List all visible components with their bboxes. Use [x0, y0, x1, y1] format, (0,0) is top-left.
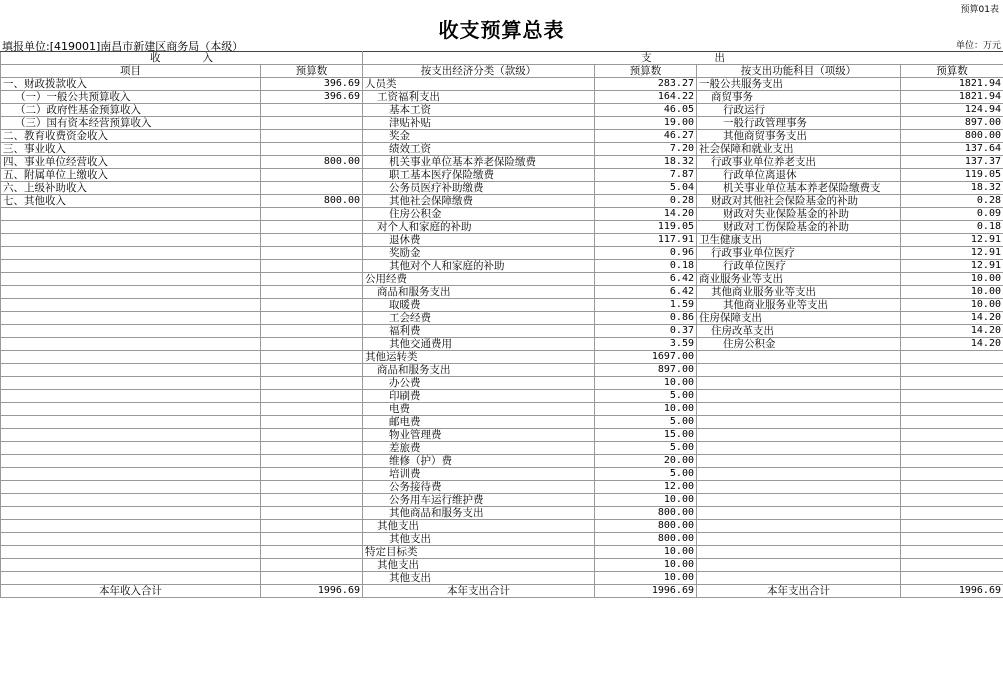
income-item	[1, 572, 261, 585]
econ-item: 津贴补贴	[363, 117, 595, 130]
func-amount: 897.00	[901, 117, 1003, 130]
econ-item: 其他交通费用	[363, 338, 595, 351]
table-row	[1, 299, 1003, 312]
func-item: 社会保障和就业支出	[697, 143, 901, 156]
econ-amount: 3.59	[595, 338, 697, 351]
income-amount	[261, 286, 363, 299]
func-item	[697, 364, 901, 377]
income-amount	[261, 494, 363, 507]
func-amount	[901, 494, 1003, 507]
income-amount	[261, 455, 363, 468]
income-amount	[261, 572, 363, 585]
econ-amount: 0.18	[595, 260, 697, 273]
econ-item: 绩效工资	[363, 143, 595, 156]
econ-amount: 283.27	[595, 78, 697, 91]
econ-amount: 10.00	[595, 572, 697, 585]
econ-item: 物业管理费	[363, 429, 595, 442]
func-amount	[901, 455, 1003, 468]
func-amount	[901, 364, 1003, 377]
func-amount: 0.09	[901, 208, 1003, 221]
econ-item: 其他支出	[363, 572, 595, 585]
func-total-amount: 1996.69	[901, 585, 1003, 598]
func-item: 住房改革支出	[697, 325, 901, 338]
income-amount	[261, 520, 363, 533]
income-amount	[261, 325, 363, 338]
func-item: 其他商业服务业等支出	[697, 286, 901, 299]
income-amount: 800.00	[261, 195, 363, 208]
econ-amount: 7.20	[595, 143, 697, 156]
income-amount	[261, 130, 363, 143]
func-amount	[901, 533, 1003, 546]
econ-amount: 1.59	[595, 299, 697, 312]
func-amount: 14.20	[901, 325, 1003, 338]
func-amount	[901, 507, 1003, 520]
income-amount	[261, 468, 363, 481]
func-item	[697, 546, 901, 559]
income-amount: 800.00	[261, 156, 363, 169]
filler-unit: 填报单位:[419001]南昌市新建区商务局（本级）	[2, 40, 244, 53]
func-item	[697, 520, 901, 533]
econ-amount: 164.22	[595, 91, 697, 104]
func-item	[697, 559, 901, 572]
table-row	[1, 416, 1003, 429]
func-amount: 1821.94	[901, 78, 1003, 91]
func-item: 行政单位医疗	[697, 260, 901, 273]
func-item: 财政对其他社会保险基金的补助	[697, 195, 901, 208]
income-item	[1, 507, 261, 520]
econ-amount: 6.42	[595, 273, 697, 286]
table-row	[1, 130, 1003, 143]
func-amount	[901, 520, 1003, 533]
income-item: 七、其他收入	[1, 195, 261, 208]
income-item: 一、财政拨款收入	[1, 78, 261, 91]
econ-item: 福利费	[363, 325, 595, 338]
income-item	[1, 390, 261, 403]
func-item	[697, 429, 901, 442]
econ-amount: 0.86	[595, 312, 697, 325]
func-item: 住房公积金	[697, 338, 901, 351]
econ-amount: 15.00	[595, 429, 697, 442]
table-row	[1, 221, 1003, 234]
econ-amount: 14.20	[595, 208, 697, 221]
econ-amount: 10.00	[595, 494, 697, 507]
item-header: 项目	[1, 65, 261, 78]
econ-amount: 800.00	[595, 533, 697, 546]
income-item	[1, 221, 261, 234]
func-item: 卫生健康支出	[697, 234, 901, 247]
econ-amount: 10.00	[595, 377, 697, 390]
table-row	[1, 273, 1003, 286]
func-item: 其他商贸事务支出	[697, 130, 901, 143]
income-item	[1, 247, 261, 260]
econ-item: 基本工资	[363, 104, 595, 117]
func-item	[697, 403, 901, 416]
income-item	[1, 468, 261, 481]
func-amount: 800.00	[901, 130, 1003, 143]
income-item	[1, 546, 261, 559]
func-item: 财政对失业保险基金的补助	[697, 208, 901, 221]
table-row	[1, 377, 1003, 390]
table-row	[1, 351, 1003, 364]
func-amount	[901, 416, 1003, 429]
income-amount	[261, 338, 363, 351]
income-total-amount: 1996.69	[261, 585, 363, 598]
income-item	[1, 364, 261, 377]
econ-item: 特定目标类	[363, 546, 595, 559]
income-amount	[261, 234, 363, 247]
econ-amount: 5.00	[595, 416, 697, 429]
func-amount: 12.91	[901, 234, 1003, 247]
func-item: 行政事业单位养老支出	[697, 156, 901, 169]
econ-item: 人员类	[363, 78, 595, 91]
econ-item: 奖励金	[363, 247, 595, 260]
func-amount: 14.20	[901, 338, 1003, 351]
income-total-label: 本年收入合计	[1, 585, 261, 598]
func-amount	[901, 377, 1003, 390]
econ-item: 维修（护）费	[363, 455, 595, 468]
func-amount	[901, 403, 1003, 416]
income-amount	[261, 221, 363, 234]
econ-amount: 46.05	[595, 104, 697, 117]
func-amount	[901, 481, 1003, 494]
table-row	[1, 507, 1003, 520]
table-row	[1, 325, 1003, 338]
func-amount	[901, 442, 1003, 455]
econ-item: 取暖费	[363, 299, 595, 312]
func-amount	[901, 572, 1003, 585]
income-item	[1, 208, 261, 221]
income-item	[1, 260, 261, 273]
econ-amount: 800.00	[595, 520, 697, 533]
func-item	[697, 468, 901, 481]
econ-item: 其他社会保障缴费	[363, 195, 595, 208]
income-amount	[261, 273, 363, 286]
income-item	[1, 455, 261, 468]
table-row	[1, 312, 1003, 325]
income-amount	[261, 299, 363, 312]
table-row	[1, 78, 1003, 91]
econ-item: 培训费	[363, 468, 595, 481]
income-item	[1, 416, 261, 429]
func-amount: 10.00	[901, 273, 1003, 286]
func-amount: 10.00	[901, 286, 1003, 299]
econ-item: 商品和服务支出	[363, 286, 595, 299]
func-amount	[901, 390, 1003, 403]
table-row	[1, 143, 1003, 156]
income-amount	[261, 247, 363, 260]
func-item: 机关事业单位基本养老保险缴费支	[697, 182, 901, 195]
econ-item: 其他支出	[363, 533, 595, 546]
income-amount: 396.69	[261, 91, 363, 104]
income-amount	[261, 169, 363, 182]
econ-item: 其他运转类	[363, 351, 595, 364]
table-row	[1, 169, 1003, 182]
income-amount	[261, 143, 363, 156]
income-amount	[261, 390, 363, 403]
income-item	[1, 559, 261, 572]
table-row	[1, 260, 1003, 273]
table-row	[1, 546, 1003, 559]
income-amount	[261, 559, 363, 572]
func-item: 商贸事务	[697, 91, 901, 104]
func-item: 行政事业单位医疗	[697, 247, 901, 260]
econ-item: 公务接待费	[363, 481, 595, 494]
econ-item: 公务用车运行维护费	[363, 494, 595, 507]
table-row	[1, 520, 1003, 533]
header-row-2	[1, 65, 1003, 78]
income-item	[1, 273, 261, 286]
income-item	[1, 520, 261, 533]
func-item	[697, 533, 901, 546]
func-item: 行政运行	[697, 104, 901, 117]
table-row	[1, 117, 1003, 130]
econ-amount: 10.00	[595, 546, 697, 559]
income-amount	[261, 312, 363, 325]
income-amount	[261, 403, 363, 416]
table-row	[1, 208, 1003, 221]
func-item	[697, 481, 901, 494]
func-item	[697, 455, 901, 468]
econ-item: 退休费	[363, 234, 595, 247]
econ-amount: 5.00	[595, 468, 697, 481]
totals-row	[1, 585, 1003, 598]
income-item: （三）国有资本经营预算收入	[1, 117, 261, 130]
table-row	[1, 247, 1003, 260]
income-item	[1, 533, 261, 546]
table-row	[1, 286, 1003, 299]
func-item: 商业服务业等支出	[697, 273, 901, 286]
func-item	[697, 377, 901, 390]
func-amount: 137.37	[901, 156, 1003, 169]
func-amount	[901, 429, 1003, 442]
func-budget-header: 预算数	[901, 65, 1003, 78]
func-amount: 12.91	[901, 260, 1003, 273]
econ-amount: 19.00	[595, 117, 697, 130]
econ-item: 其他对个人和家庭的补助	[363, 260, 595, 273]
header-row-1	[1, 52, 1003, 65]
income-item	[1, 442, 261, 455]
table-row	[1, 195, 1003, 208]
income-item	[1, 286, 261, 299]
econ-total-label: 本年支出合计	[363, 585, 595, 598]
func-item: 一般行政管理事务	[697, 117, 901, 130]
expense-header: 支 出	[363, 52, 1003, 65]
func-amount	[901, 468, 1003, 481]
income-item: 三、事业收入	[1, 143, 261, 156]
econ-amount: 0.37	[595, 325, 697, 338]
econ-item: 工会经费	[363, 312, 595, 325]
func-total-label: 本年支出合计	[697, 585, 901, 598]
econ-item: 职工基本医疗保险缴费	[363, 169, 595, 182]
table-row	[1, 572, 1003, 585]
income-item: 五、附属单位上缴收入	[1, 169, 261, 182]
func-amount: 119.05	[901, 169, 1003, 182]
econ-amount: 12.00	[595, 481, 697, 494]
func-amount: 18.32	[901, 182, 1003, 195]
econ-item: 公用经费	[363, 273, 595, 286]
econ-item: 商品和服务支出	[363, 364, 595, 377]
income-item	[1, 351, 261, 364]
income-item: 四、事业单位经营收入	[1, 156, 261, 169]
econ-item: 其他支出	[363, 559, 595, 572]
econ-amount: 10.00	[595, 403, 697, 416]
income-item	[1, 299, 261, 312]
econ-item: 电费	[363, 403, 595, 416]
econ-amount: 0.28	[595, 195, 697, 208]
table-row	[1, 481, 1003, 494]
income-amount	[261, 377, 363, 390]
econ-item: 对个人和家庭的补助	[363, 221, 595, 234]
func-amount: 137.64	[901, 143, 1003, 156]
func-item: 一般公共服务支出	[697, 78, 901, 91]
income-amount	[261, 182, 363, 195]
income-item	[1, 312, 261, 325]
income-amount	[261, 429, 363, 442]
econ-budget-header: 预算数	[595, 65, 697, 78]
econ-amount: 5.00	[595, 390, 697, 403]
income-item	[1, 377, 261, 390]
form-code: 预算01表	[960, 5, 999, 15]
income-amount	[261, 208, 363, 221]
income-budget-header: 预算数	[261, 65, 363, 78]
income-amount	[261, 260, 363, 273]
budget-table	[0, 51, 1003, 598]
table-row	[1, 390, 1003, 403]
econ-amount: 6.42	[595, 286, 697, 299]
econ-item: 机关事业单位基本养老保险缴费	[363, 156, 595, 169]
econ-item: 差旅费	[363, 442, 595, 455]
func-item	[697, 507, 901, 520]
table-row	[1, 442, 1003, 455]
econ-amount: 18.32	[595, 156, 697, 169]
econ-amount: 117.91	[595, 234, 697, 247]
econ-amount: 7.87	[595, 169, 697, 182]
func-item	[697, 416, 901, 429]
income-amount	[261, 364, 363, 377]
econ-item: 公务员医疗补助缴费	[363, 182, 595, 195]
income-amount	[261, 351, 363, 364]
income-item	[1, 429, 261, 442]
amount-unit: 单位：万元	[955, 41, 1001, 51]
income-item	[1, 481, 261, 494]
econ-item: 其他商品和服务支出	[363, 507, 595, 520]
func-item: 其他商业服务业等支出	[697, 299, 901, 312]
income-amount	[261, 442, 363, 455]
econ-amount: 10.00	[595, 559, 697, 572]
table-row	[1, 455, 1003, 468]
table-row	[1, 338, 1003, 351]
income-item	[1, 403, 261, 416]
econ-amount: 20.00	[595, 455, 697, 468]
income-amount	[261, 481, 363, 494]
econ-amount: 0.96	[595, 247, 697, 260]
table-row	[1, 533, 1003, 546]
func-amount: 0.28	[901, 195, 1003, 208]
func-amount: 124.94	[901, 104, 1003, 117]
econ-amount: 800.00	[595, 507, 697, 520]
func-amount	[901, 559, 1003, 572]
table-row	[1, 156, 1003, 169]
func-item	[697, 572, 901, 585]
income-amount	[261, 117, 363, 130]
table-row	[1, 559, 1003, 572]
econ-item: 办公费	[363, 377, 595, 390]
econ-amount: 119.05	[595, 221, 697, 234]
econ-amount: 897.00	[595, 364, 697, 377]
income-amount	[261, 416, 363, 429]
econ-amount: 5.04	[595, 182, 697, 195]
table-row	[1, 104, 1003, 117]
func-amount: 0.18	[901, 221, 1003, 234]
table-row	[1, 403, 1003, 416]
info-line	[2, 38, 1001, 51]
page-title: 收支预算总表	[438, 18, 565, 42]
func-amount: 12.91	[901, 247, 1003, 260]
table-row	[1, 182, 1003, 195]
income-amount: 396.69	[261, 78, 363, 91]
income-item: 二、教育收费资金收入	[1, 130, 261, 143]
income-item: 六、上级补助收入	[1, 182, 261, 195]
income-item	[1, 338, 261, 351]
func-item	[697, 494, 901, 507]
func-amount: 1821.94	[901, 91, 1003, 104]
econ-item: 印刷费	[363, 390, 595, 403]
func-item	[697, 390, 901, 403]
table-row	[1, 429, 1003, 442]
income-item	[1, 494, 261, 507]
func-item: 财政对工伤保险基金的补助	[697, 221, 901, 234]
table-row	[1, 364, 1003, 377]
func-amount: 10.00	[901, 299, 1003, 312]
income-item	[1, 325, 261, 338]
econ-class-header: 按支出经济分类（款级）	[363, 65, 595, 78]
econ-amount: 46.27	[595, 130, 697, 143]
income-item: （一）一般公共预算收入	[1, 91, 261, 104]
income-amount	[261, 104, 363, 117]
econ-item: 奖金	[363, 130, 595, 143]
table-row	[1, 468, 1003, 481]
func-amount	[901, 546, 1003, 559]
econ-amount: 1697.00	[595, 351, 697, 364]
econ-item: 住房公积金	[363, 208, 595, 221]
table-row	[1, 494, 1003, 507]
econ-total-amount: 1996.69	[595, 585, 697, 598]
income-header: 收 入	[1, 52, 363, 65]
func-amount	[901, 351, 1003, 364]
func-class-header: 按支出功能科目（项级）	[697, 65, 901, 78]
func-amount: 14.20	[901, 312, 1003, 325]
income-amount	[261, 546, 363, 559]
income-amount	[261, 507, 363, 520]
func-item: 住房保障支出	[697, 312, 901, 325]
table-row	[1, 234, 1003, 247]
income-item	[1, 234, 261, 247]
income-amount	[261, 533, 363, 546]
econ-item: 其他支出	[363, 520, 595, 533]
func-item: 行政单位离退休	[697, 169, 901, 182]
table-row	[1, 91, 1003, 104]
func-item	[697, 442, 901, 455]
econ-amount: 5.00	[595, 442, 697, 455]
income-item: （二）政府性基金预算收入	[1, 104, 261, 117]
func-item	[697, 351, 901, 364]
econ-item: 工资福利支出	[363, 91, 595, 104]
econ-item: 邮电费	[363, 416, 595, 429]
